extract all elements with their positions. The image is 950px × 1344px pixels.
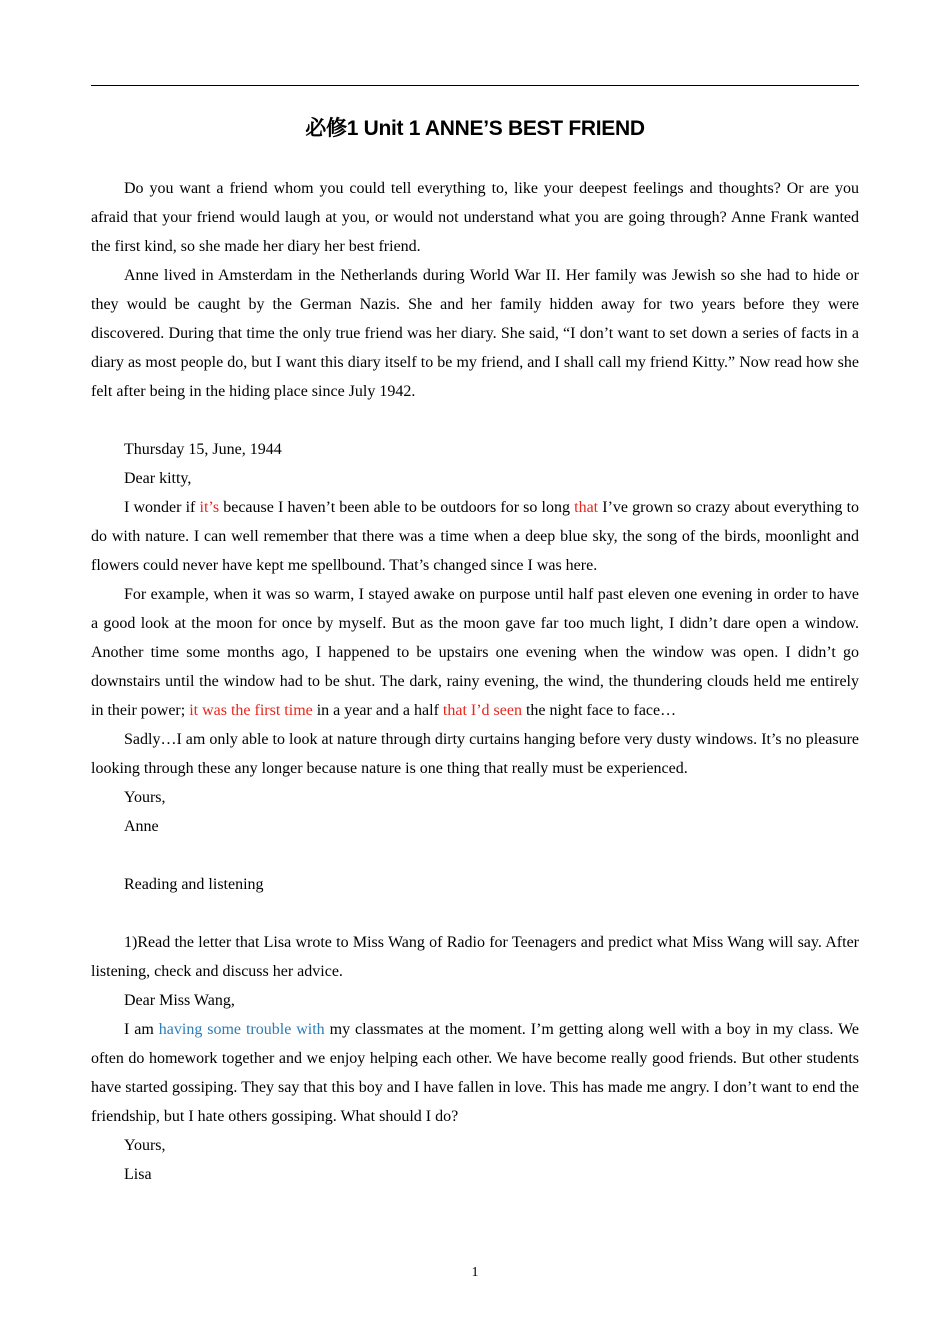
highlight-red: it’s [199,499,220,516]
letter-paragraph-1 [91,1015,859,1131]
text-run: I am [124,1021,159,1038]
letter-closing: Yours, [124,1137,166,1154]
text-run: because I haven’t been able to be outdoors for so long [219,499,575,516]
section-heading: Reading and listening [124,876,264,893]
letter-signature: Lisa [124,1166,152,1183]
diary-paragraph-2 [91,580,859,725]
spacer [91,841,859,870]
spacer [91,406,859,435]
header-rule [91,85,859,86]
page-title: 必修1 Unit 1 ANNE’S BEST FRIEND [305,117,645,140]
text-run: For example, when it was so warm, I stayed awake on purpose until half past eleven one evening in order to have a good look at the moon for once by myself. But as the moon gave far too much light, I didn’t dare open a window. Another time some months ago, I happened to be upstairs one evening when the window was open. I didn’t go downstairs until the window had to be shut. The dark, rainy evening, the wind, the thundering clouds held me entirely in their power; [91,586,859,719]
page-number: 1 [471,1265,479,1280]
text-run: I’ve grown so crazy about everything to do with nature. I can well remember that there was a time when a deep blue sky, the song of the birds, moonlight and flowers could never have kept me spellbound. That’s changed since I was here. [91,499,860,574]
highlight-blue: having some trouble with [158,1021,325,1038]
diary-greeting: Dear kitty, [124,470,192,487]
highlight-red: that [574,499,599,516]
text-run: my classmates at the moment. I’m getting along well with a boy in my class. We often do homework together and we enjoy helping each other. We have become really good friends. But other students have started gossiping. They say that this boy and I have fallen in love. This has made me angry. I don’t want to end the friendship, but I hate others gossiping. What should I do? [91,1021,859,1125]
diary-date: Thursday 15, June, 1944 [124,441,282,458]
intro-paragraph-1: Do you want a friend whom you could tell everything to, like your deepest feelings and thoughts? Or are you afraid that your friend would laugh at you, or would not understand what you are going through? Anne Frank wanted the first kind, so she made her diary her best friend. [91,180,859,255]
intro-paragraph-2: Anne lived in Amsterdam in the Netherlands during World War II. Her family was Jewish so she had to hide or they would be caught by the German Nazis. She and her family hidden away for two years before they were discovered. During that time the only true friend was her diary. She said, “I don’t want to set down a series of facts in a diary as most people do, but I want this diary itself to be my friend, and I shall call my friend Kitty.” Now read how she felt after being in the hiding place since July 1942. [91,267,859,400]
task-instruction: 1)Read the letter that Lisa wrote to Miss Wang of Radio for Teenagers and predict what Miss Wang will say. After listening, check and discuss her advice. [91,934,859,980]
document-body [91,174,859,1189]
spacer [91,899,859,928]
highlight-red: it was the first time [189,702,313,719]
text-run: I wonder if [124,499,200,516]
text-run: the night face to face… [521,702,677,719]
highlight-red: that I’d seen [442,702,522,719]
text-run: in a year and a half [312,702,443,719]
diary-paragraph-3: Sadly…I am only able to look at nature through dirty curtains hanging before very dusty windows. It’s no pleasure looking through these any longer because nature is one thing that really must be experienced. [91,731,859,777]
letter-greeting: Dear Miss Wang, [124,992,235,1009]
diary-closing: Yours, [124,789,166,806]
diary-paragraph-1 [91,493,859,580]
diary-signature: Anne [124,818,159,835]
